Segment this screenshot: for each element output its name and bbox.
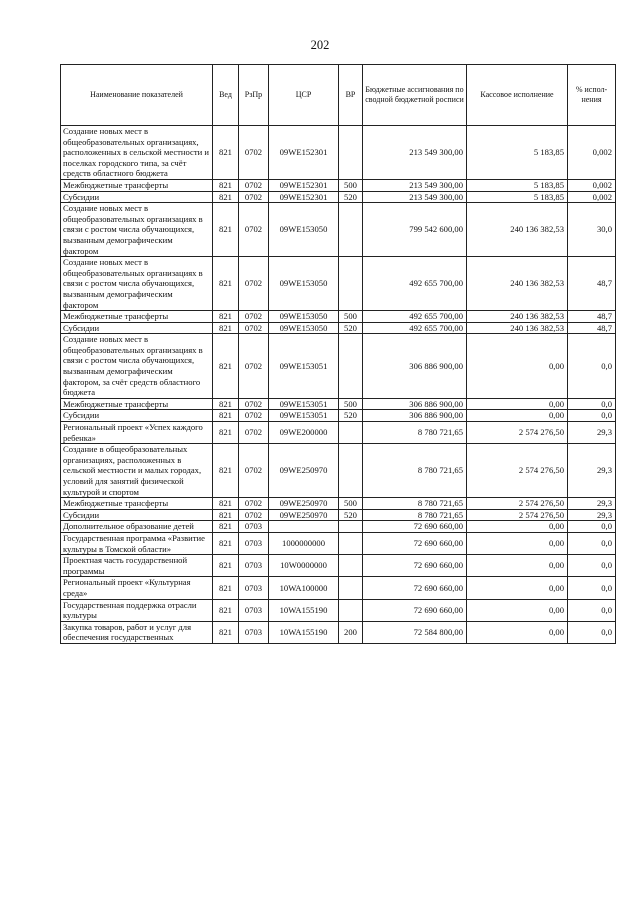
- cell-name: Межбюджетные трансферты: [61, 398, 213, 410]
- cell-pct: 0,0: [568, 410, 616, 422]
- cell-pct: 29,3: [568, 509, 616, 521]
- cell-rzpr: 0702: [239, 191, 269, 203]
- cell-vr: [339, 126, 363, 180]
- cell-pct: 29,3: [568, 444, 616, 498]
- cell-csr: 09WE250970: [269, 509, 339, 521]
- table-row: [61, 322, 616, 334]
- cell-name: Создание новых мест в общеобразовательных организациях в связи с ростом числа обучающихся, вызванным демографическим фактором: [61, 257, 213, 311]
- header-csr: ЦСР: [269, 65, 339, 126]
- cell-name: Региональный проект «Культурная среда»: [61, 577, 213, 599]
- cell-vr: [339, 422, 363, 444]
- cell-csr: 09WE153051: [269, 334, 339, 399]
- cell-csr: 10W0000000: [269, 555, 339, 577]
- cell-csr: 09WE153051: [269, 398, 339, 410]
- header-budget: Бюджетные ассигнования по сводной бюджетной росписи: [363, 65, 467, 126]
- cell-vr: 200: [339, 621, 363, 643]
- cell-budget: 492 655 700,00: [363, 257, 467, 311]
- cell-vr: 500: [339, 179, 363, 191]
- cell-ved: 821: [213, 521, 239, 533]
- cell-vr: 500: [339, 398, 363, 410]
- cell-csr: 09WE250970: [269, 444, 339, 498]
- cell-name: Дополнительное образование детей: [61, 521, 213, 533]
- cell-name: Межбюджетные трансферты: [61, 498, 213, 510]
- cell-pct: 0,0: [568, 334, 616, 399]
- cell-name: Межбюджетные трансферты: [61, 179, 213, 191]
- cell-budget: 8 780 721,65: [363, 509, 467, 521]
- cell-kassa: 0,00: [467, 555, 568, 577]
- cell-ved: 821: [213, 621, 239, 643]
- cell-vr: 520: [339, 509, 363, 521]
- cell-rzpr: 0702: [239, 498, 269, 510]
- cell-pct: 48,7: [568, 257, 616, 311]
- cell-kassa: 2 574 276,50: [467, 422, 568, 444]
- cell-vr: [339, 555, 363, 577]
- cell-vr: [339, 257, 363, 311]
- cell-vr: [339, 334, 363, 399]
- cell-pct: 0,0: [568, 532, 616, 554]
- page-number: 202: [310, 38, 330, 52]
- cell-ved: 821: [213, 577, 239, 599]
- table-header-row: [61, 65, 616, 126]
- cell-kassa: 0,00: [467, 621, 568, 643]
- cell-budget: 72 690 660,00: [363, 599, 467, 621]
- cell-csr: 09WE153050: [269, 322, 339, 334]
- cell-vr: [339, 532, 363, 554]
- budget-table: [60, 64, 616, 644]
- cell-ved: 821: [213, 444, 239, 498]
- cell-csr: 09WE153050: [269, 311, 339, 323]
- cell-name: Создание в общеобразовательных организациях, расположенных в сельской местности и малых городах, условий для занятий физической культурой и спортом: [61, 444, 213, 498]
- cell-budget: 72 690 660,00: [363, 521, 467, 533]
- table-row: [61, 521, 616, 533]
- cell-rzpr: 0702: [239, 257, 269, 311]
- cell-kassa: 5 183,85: [467, 126, 568, 180]
- cell-rzpr: 0702: [239, 203, 269, 257]
- cell-csr: 09WE153051: [269, 410, 339, 422]
- cell-ved: 821: [213, 498, 239, 510]
- table-row: [61, 334, 616, 399]
- cell-pct: 0,002: [568, 191, 616, 203]
- table-row: [61, 444, 616, 498]
- cell-budget: 72 690 660,00: [363, 577, 467, 599]
- cell-pct: 0,0: [568, 621, 616, 643]
- table-row: [61, 203, 616, 257]
- cell-ved: 821: [213, 179, 239, 191]
- cell-budget: 213 549 300,00: [363, 191, 467, 203]
- cell-budget: 213 549 300,00: [363, 126, 467, 180]
- cell-rzpr: 0702: [239, 334, 269, 399]
- table-row: [61, 311, 616, 323]
- cell-ved: 821: [213, 322, 239, 334]
- cell-name: Субсидии: [61, 191, 213, 203]
- cell-csr: 1000000000: [269, 532, 339, 554]
- cell-vr: 520: [339, 191, 363, 203]
- cell-name: Проектная часть государственной программы: [61, 555, 213, 577]
- cell-name: Межбюджетные трансферты: [61, 311, 213, 323]
- cell-vr: [339, 444, 363, 498]
- cell-csr: 09WE152301: [269, 179, 339, 191]
- cell-rzpr: 0703: [239, 521, 269, 533]
- cell-ved: 821: [213, 191, 239, 203]
- cell-ved: 821: [213, 532, 239, 554]
- table-row: [61, 126, 616, 180]
- cell-rzpr: 0702: [239, 422, 269, 444]
- table-row: [61, 422, 616, 444]
- cell-pct: 29,3: [568, 498, 616, 510]
- cell-kassa: 0,00: [467, 334, 568, 399]
- header-ved: Вед: [213, 65, 239, 126]
- cell-name: Государственная поддержка отрасли культуры: [61, 599, 213, 621]
- cell-name: Создание новых мест в общеобразовательных организациях, расположенных в сельской местности и поселках городского типа, за счёт средств областного бюджета: [61, 126, 213, 180]
- cell-budget: 799 542 600,00: [363, 203, 467, 257]
- table-row: [61, 532, 616, 554]
- cell-kassa: 0,00: [467, 521, 568, 533]
- cell-kassa: 5 183,85: [467, 191, 568, 203]
- cell-budget: 8 780 721,65: [363, 422, 467, 444]
- cell-budget: 72 690 660,00: [363, 555, 467, 577]
- cell-ved: 821: [213, 422, 239, 444]
- cell-csr: 09WE152301: [269, 126, 339, 180]
- cell-ved: 821: [213, 555, 239, 577]
- cell-pct: 0,002: [568, 179, 616, 191]
- cell-name: Субсидии: [61, 410, 213, 422]
- cell-name: Государственная программа «Развитие культуры в Томской области»: [61, 532, 213, 554]
- cell-ved: 821: [213, 410, 239, 422]
- cell-pct: 0,0: [568, 398, 616, 410]
- table-row: [61, 257, 616, 311]
- cell-pct: 29,3: [568, 422, 616, 444]
- cell-ved: 821: [213, 334, 239, 399]
- cell-pct: 0,002: [568, 126, 616, 180]
- cell-ved: 821: [213, 398, 239, 410]
- cell-budget: 306 886 900,00: [363, 410, 467, 422]
- cell-csr: 10WA155190: [269, 621, 339, 643]
- cell-rzpr: 0703: [239, 555, 269, 577]
- cell-vr: [339, 521, 363, 533]
- cell-rzpr: 0703: [239, 621, 269, 643]
- cell-pct: 30,0: [568, 203, 616, 257]
- table-row: [61, 599, 616, 621]
- cell-budget: 306 886 900,00: [363, 334, 467, 399]
- cell-ved: 821: [213, 599, 239, 621]
- cell-kassa: 240 136 382,53: [467, 322, 568, 334]
- cell-rzpr: 0702: [239, 398, 269, 410]
- cell-name: Субсидии: [61, 322, 213, 334]
- header-rzpr: РзПр: [239, 65, 269, 126]
- cell-rzpr: 0702: [239, 126, 269, 180]
- cell-budget: 213 549 300,00: [363, 179, 467, 191]
- header-pct: % испол-нения: [568, 65, 616, 126]
- cell-name: Субсидии: [61, 509, 213, 521]
- cell-rzpr: 0702: [239, 410, 269, 422]
- cell-budget: 72 690 660,00: [363, 532, 467, 554]
- cell-rzpr: 0702: [239, 311, 269, 323]
- cell-vr: [339, 599, 363, 621]
- table-row: [61, 577, 616, 599]
- cell-name: Региональный проект «Успех каждого ребенка»: [61, 422, 213, 444]
- cell-kassa: 2 574 276,50: [467, 498, 568, 510]
- header-kassa: Кассовое исполнение: [467, 65, 568, 126]
- cell-budget: 72 584 800,00: [363, 621, 467, 643]
- cell-rzpr: 0703: [239, 599, 269, 621]
- cell-kassa: 5 183,85: [467, 179, 568, 191]
- cell-rzpr: 0702: [239, 444, 269, 498]
- cell-budget: 306 886 900,00: [363, 398, 467, 410]
- table-row: [61, 621, 616, 643]
- cell-budget: 492 655 700,00: [363, 322, 467, 334]
- cell-pct: 0,0: [568, 521, 616, 533]
- cell-kassa: 0,00: [467, 532, 568, 554]
- cell-csr: 09WE153050: [269, 203, 339, 257]
- cell-kassa: 0,00: [467, 599, 568, 621]
- cell-pct: 0,0: [568, 599, 616, 621]
- cell-csr: 09WE153050: [269, 257, 339, 311]
- cell-rzpr: 0703: [239, 577, 269, 599]
- cell-kassa: 0,00: [467, 398, 568, 410]
- cell-rzpr: 0702: [239, 509, 269, 521]
- table-row: [61, 498, 616, 510]
- cell-kassa: 0,00: [467, 410, 568, 422]
- table-row: [61, 555, 616, 577]
- cell-vr: [339, 203, 363, 257]
- cell-pct: 48,7: [568, 322, 616, 334]
- cell-vr: 520: [339, 322, 363, 334]
- cell-pct: 0,0: [568, 577, 616, 599]
- cell-vr: 500: [339, 311, 363, 323]
- cell-csr: 09WE200000: [269, 422, 339, 444]
- cell-ved: 821: [213, 257, 239, 311]
- cell-rzpr: 0702: [239, 322, 269, 334]
- cell-budget: 8 780 721,65: [363, 498, 467, 510]
- cell-ved: 821: [213, 126, 239, 180]
- cell-kassa: 240 136 382,53: [467, 203, 568, 257]
- cell-csr: 10WA155190: [269, 599, 339, 621]
- header-vr: ВР: [339, 65, 363, 126]
- cell-kassa: 240 136 382,53: [467, 311, 568, 323]
- cell-vr: [339, 577, 363, 599]
- cell-vr: 520: [339, 410, 363, 422]
- cell-kassa: 2 574 276,50: [467, 509, 568, 521]
- cell-name: Создание новых мест в общеобразовательных организациях в связи с ростом числа обучающихся, вызванным демографическим фактором, за счёт средств областного бюджета: [61, 334, 213, 399]
- cell-csr: [269, 521, 339, 533]
- cell-csr: 09WE152301: [269, 191, 339, 203]
- table-row: [61, 191, 616, 203]
- table-row: [61, 398, 616, 410]
- cell-vr: 500: [339, 498, 363, 510]
- cell-name: Создание новых мест в общеобразовательных организациях в связи с ростом числа обучающихся, вызванным демографическим фактором: [61, 203, 213, 257]
- cell-rzpr: 0703: [239, 532, 269, 554]
- table-row: [61, 410, 616, 422]
- cell-ved: 821: [213, 203, 239, 257]
- cell-kassa: 2 574 276,50: [467, 444, 568, 498]
- cell-kassa: 0,00: [467, 577, 568, 599]
- cell-kassa: 240 136 382,53: [467, 257, 568, 311]
- table-row: [61, 179, 616, 191]
- cell-pct: 48,7: [568, 311, 616, 323]
- cell-csr: 10WA100000: [269, 577, 339, 599]
- cell-rzpr: 0702: [239, 179, 269, 191]
- table-row: [61, 509, 616, 521]
- cell-budget: 8 780 721,65: [363, 444, 467, 498]
- cell-budget: 492 655 700,00: [363, 311, 467, 323]
- cell-ved: 821: [213, 509, 239, 521]
- cell-name: Закупка товаров, работ и услуг для обеспечения государственных: [61, 621, 213, 643]
- cell-ved: 821: [213, 311, 239, 323]
- cell-csr: 09WE250970: [269, 498, 339, 510]
- header-name: Наименование показателей: [61, 65, 213, 126]
- cell-pct: 0,0: [568, 555, 616, 577]
